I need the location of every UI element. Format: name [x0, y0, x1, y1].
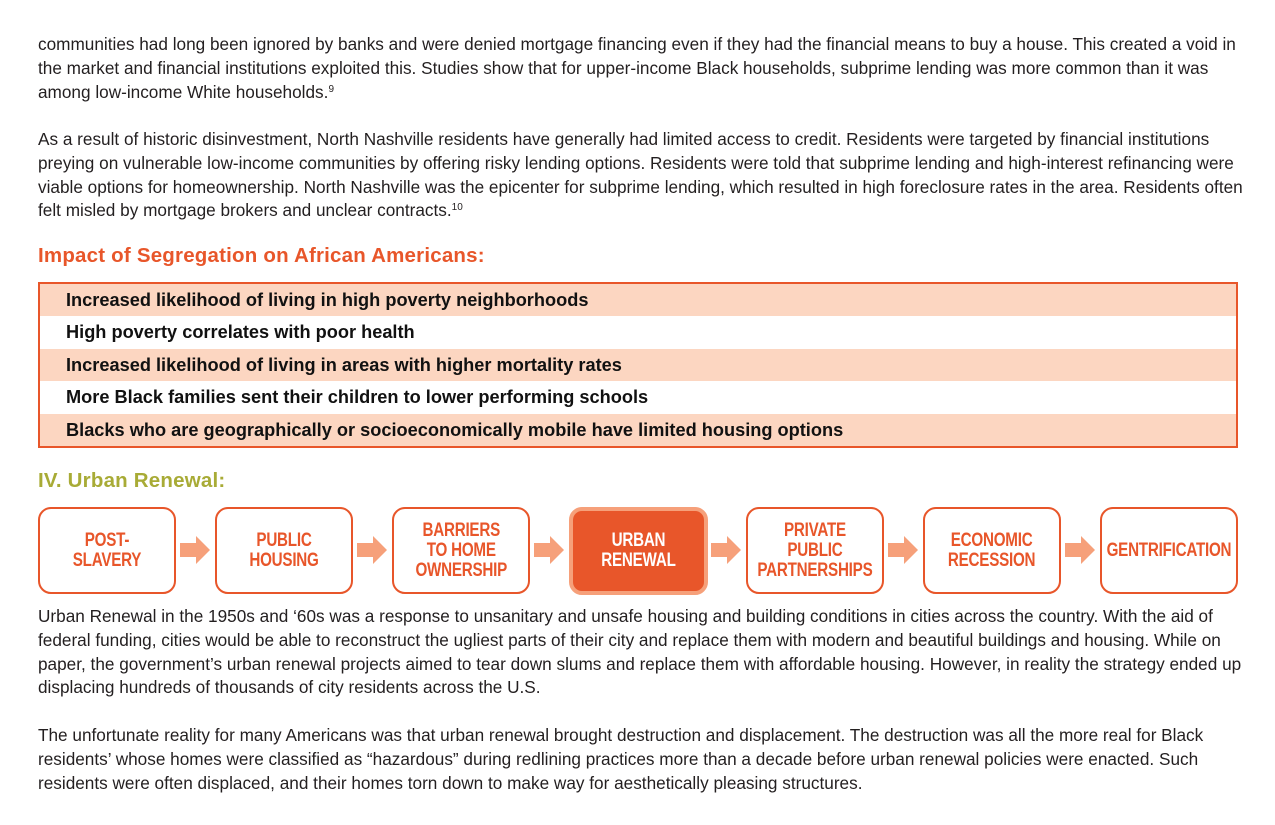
arrow-right-icon	[711, 536, 741, 564]
timeline-step-barriers-to-home-ownership	[392, 507, 530, 594]
timeline-step-label: ECONOMIC RECESSION	[948, 529, 1036, 571]
paragraph-subprime-lending	[38, 33, 1243, 104]
paragraph-text: communities had long been ignored by banks and were denied mortgage financing even if they had the financial means to buy a house. This created a void in the market and financial institutions exploited this. Studies show that for upper-income Black households, subprime lending was more common than it was among low-income White households.	[38, 34, 1236, 102]
urban-renewal-timeline	[38, 507, 1238, 594]
paragraph-urban-renewal-history: Urban Renewal in the 1950s and ‘60s was a response to unsanitary and unsafe housing and building conditions in cities across the country. With the aid of federal funding, cities would be able to reconstruct the ugliest parts of their city and replace them with modern and beautiful buildings and housing. While on paper, the government’s urban renewal projects aimed to tear down slums and replace them with affordable housing. However, in reality the strategy ended up displacing hundreds of thousands of city residents across the U.S.	[38, 606, 1242, 698]
timeline-step-label: POST-SLAVERY	[72, 529, 142, 571]
impact-row: Increased likelihood of living in high poverty neighborhoods	[40, 284, 1236, 316]
arrow-right-icon	[180, 536, 210, 564]
impact-row: More Black families sent their children to lower performing schools	[66, 387, 649, 408]
timeline-step-label: PRIVATE PUBLIC PARTNERSHIPS	[757, 519, 873, 581]
timeline-step-label: BARRIERS TO HOME OWNERSHIP	[415, 519, 507, 581]
timeline-step-economic-recession	[923, 507, 1061, 594]
urban-renewal-heading: IV. Urban Renewal:	[38, 469, 226, 492]
impact-table	[38, 282, 1238, 448]
timeline-step-public-housing	[215, 507, 353, 594]
impact-row: High poverty correlates with poor health	[66, 322, 415, 343]
timeline-step-post-slavery	[38, 507, 176, 594]
timeline-step-label: GENTRIFICATION	[1106, 539, 1232, 561]
timeline-step-private-public-partnerships	[746, 507, 884, 594]
timeline-step-urban-renewal	[569, 507, 708, 595]
paragraph-disinvestment	[38, 128, 1243, 223]
impact-row: Increased likelihood of living in areas with higher mortality rates	[40, 349, 1236, 381]
timeline-step-label: PUBLIC HOUSING	[249, 529, 319, 571]
timeline-step-label: URBAN RENEWAL	[601, 530, 676, 571]
footnote-marker: 9	[328, 83, 334, 95]
arrow-right-icon	[534, 536, 564, 564]
arrow-right-icon	[357, 536, 387, 564]
paragraph-urban-renewal-impact: The unfortunate reality for many Americans was that urban renewal brought destruction and displacement. The destruction was all the more real for Black residents’ whose homes were classified as “hazardous” during redlining practices more than a decade before urban renewal policies were enacted. Such residents were often displaced, and their homes torn down to make way for aesthetically pleasing structures.	[38, 725, 1204, 793]
footnote-marker: 10	[451, 202, 463, 214]
timeline-step-gentrification	[1100, 507, 1238, 594]
arrow-right-icon	[1065, 536, 1095, 564]
paragraph-text: As a result of historic disinvestment, North Nashville residents have generally had limited access to credit. Residents were targeted by financial institutions preying on vulnerable low-income communities by offering risky lending options. Residents were told that subprime lending and high-interest refinancing were viable options for homeownership. North Nashville was the epicenter for subprime lending, which resulted in high foreclosure rates in the area. Residents often felt misled by mortgage brokers and unclear contracts.	[38, 129, 1243, 221]
impact-row: Blacks who are geographically or socioeconomically mobile have limited housing options	[40, 414, 1236, 446]
arrow-right-icon	[888, 536, 918, 564]
impact-heading: Impact of Segregation on African Americans:	[38, 244, 485, 267]
